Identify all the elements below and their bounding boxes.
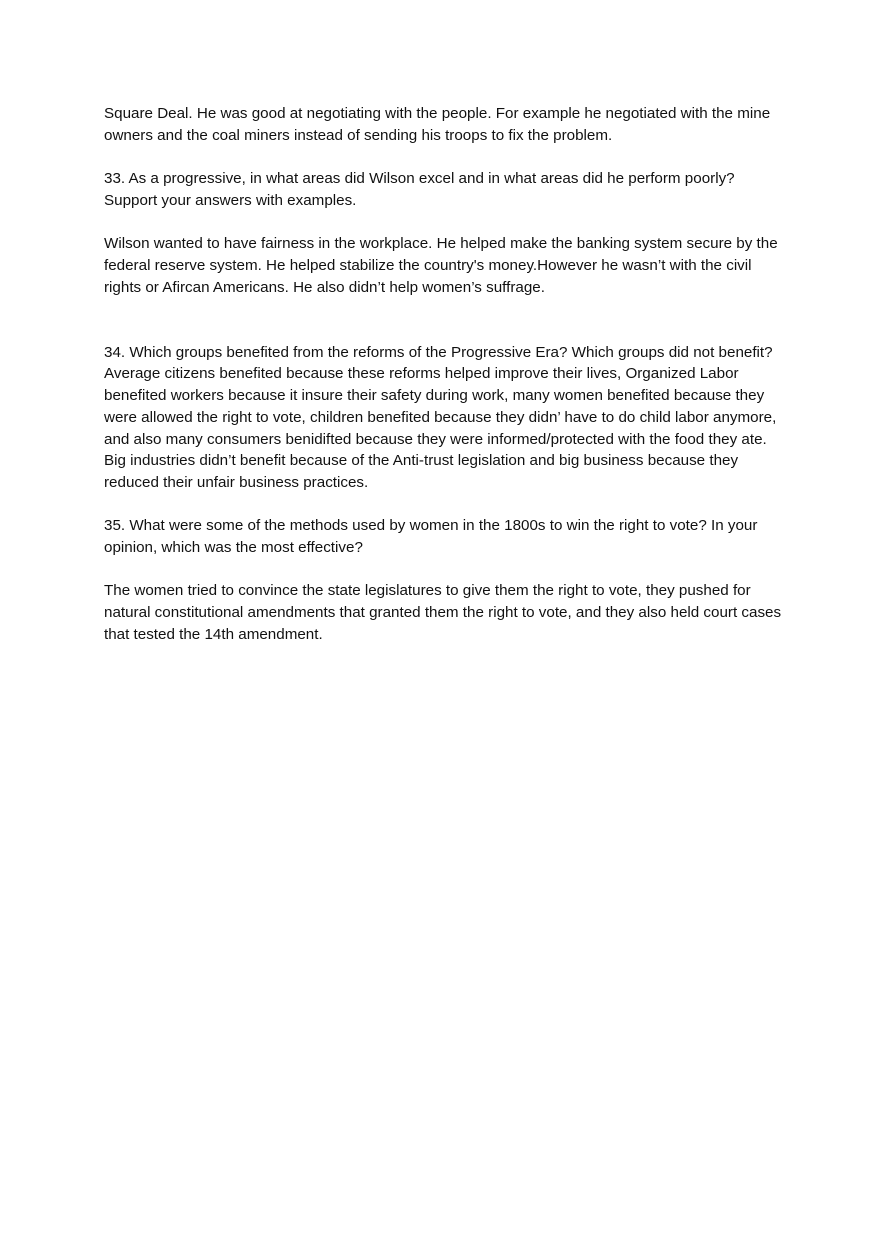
question-35: 35. What were some of the methods used by women in the 1800s to win the right to vote? In your opinion, which was the most effective? — [104, 517, 758, 556]
answer-33: Wilson wanted to have fairness in the workplace. He helped make the banking system secure by the federal reserve system. He helped stabilize the country's money.However he wasn’t with the civil rights or Afircan Americans. He also didn’t help women’s suffrage. — [104, 235, 778, 296]
paragraph-spacer — [104, 298, 784, 341]
answer-35: The women tried to convince the state legislatures to give them the right to vote, they pushed for natural constitutional amendments that granted them the right to vote, and they also held court cases that tested the 14th amendment. — [104, 582, 782, 643]
document-body — [104, 103, 784, 646]
question-34: 34. Which groups benefited from the reforms of the Progressive Era? Which groups did not benefit? — [104, 343, 773, 361]
paragraph-spacer — [104, 212, 784, 234]
answer-32-continuation: Square Deal. He was good at negotiating with the people. For example he negotiated with the mine owners and the coal miners instead of sending his troops to fix the problem. — [104, 105, 771, 144]
answer-34: Average citizens benefited because these reforms helped improve their lives, Organized Labor benefited workers because it insure their safety during work, many women benefited because they were allowed the right to vote, children benefited because they didn’ have to do child labor anymore, and also many consumers benidifted because they were informed/protected with the food they ate. Big industries didn’t benefit because of the Anti-trust legislation and big business because they reduced their unfair business practices. — [104, 365, 777, 491]
paragraph-spacer — [104, 559, 784, 581]
paragraph-spacer — [104, 146, 784, 168]
question-33: 33. As a progressive, in what areas did Wilson excel and in what areas did he perform poorly? Support your answers with examples. — [104, 170, 735, 209]
paragraph-spacer — [104, 494, 784, 516]
